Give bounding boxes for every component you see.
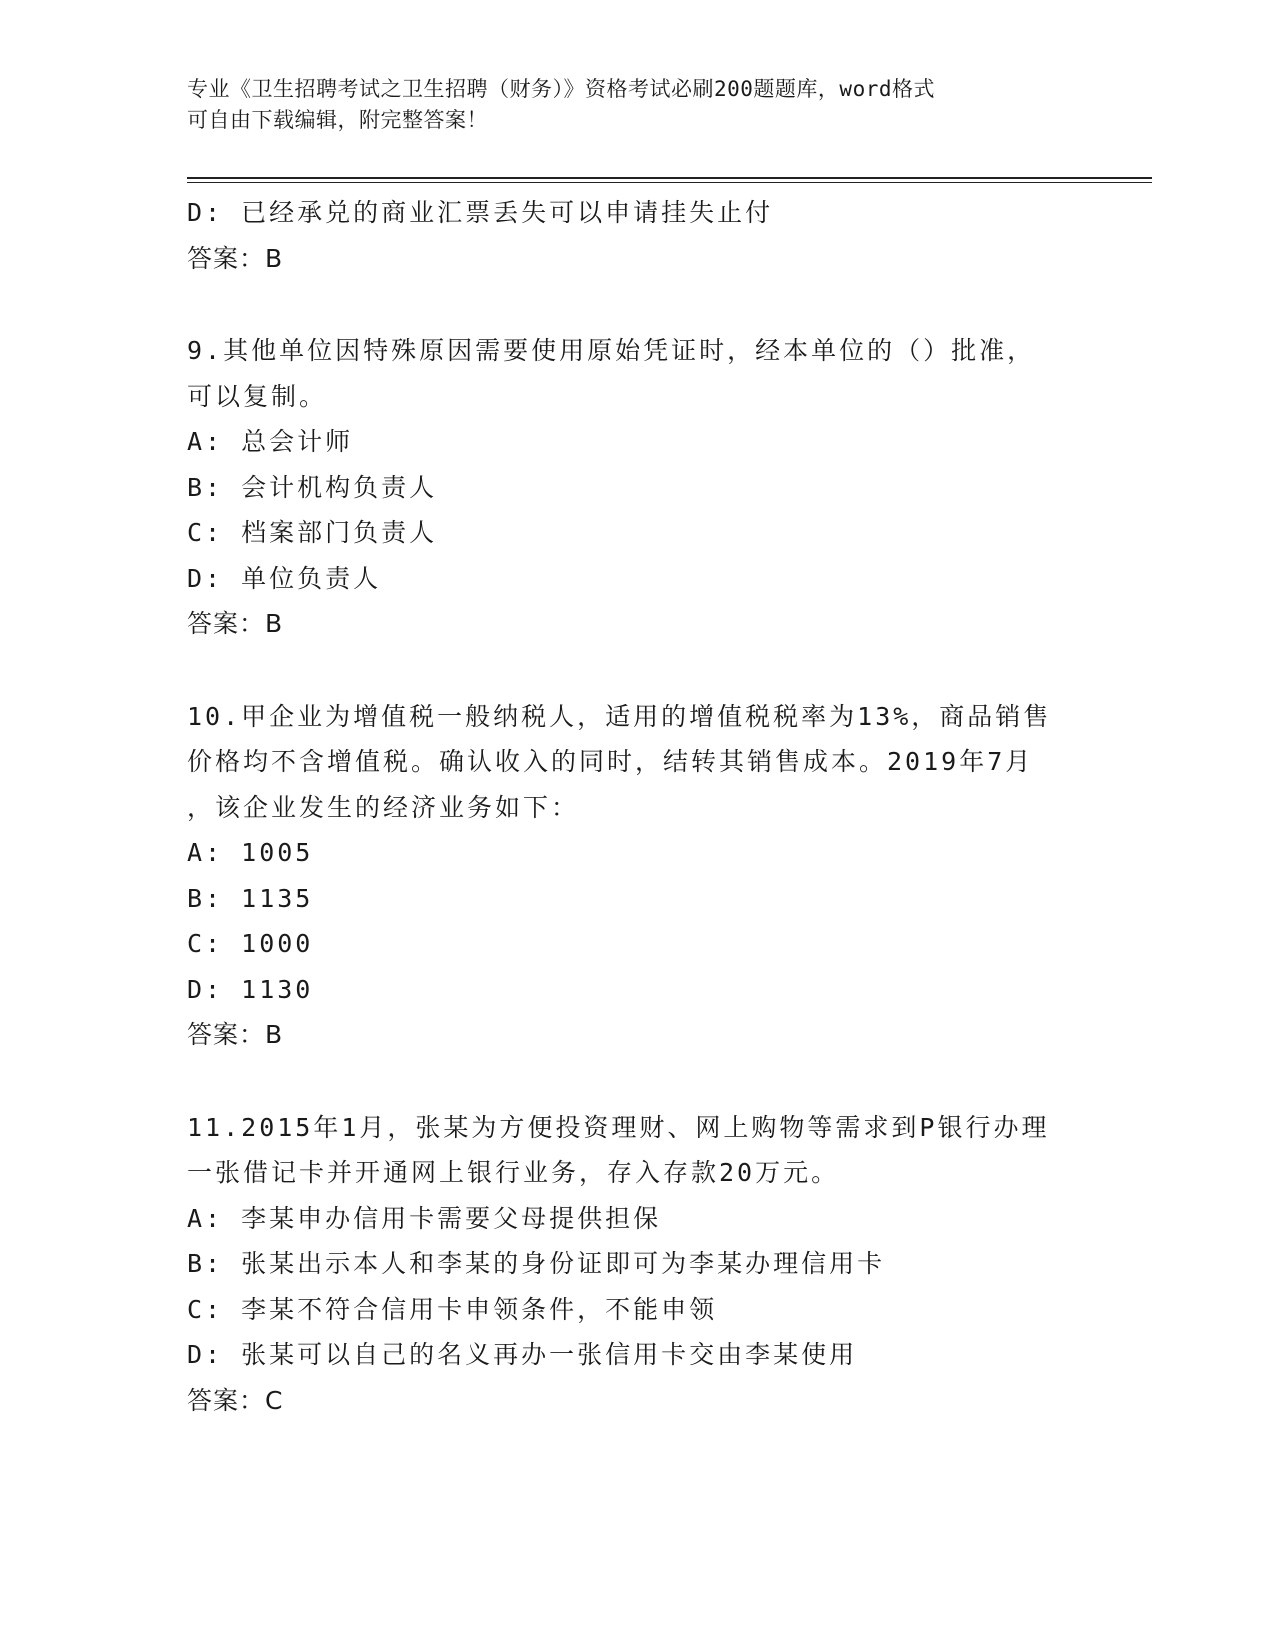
- option-d: D: 单位负责人: [187, 563, 382, 593]
- header-line-2: 可自由下载编辑，附完整答案！: [187, 108, 488, 132]
- option-b: B: 张某出示本人和李某的身份证即可为李某办理信用卡: [187, 1249, 886, 1278]
- question-list: [187, 190, 1087, 1423]
- option-d: D: 已经承兑的商业汇票丢失可以申请挂失止付: [187, 198, 774, 227]
- question-9: [187, 328, 1087, 647]
- question-text-line: 11.2015年1月，张某为方便投资理财、网上购物等需求到P银行办理: [187, 1112, 1050, 1142]
- question-10: [187, 694, 1087, 1058]
- question-text-line: ，该企业发生的经济业务如下：: [187, 792, 580, 822]
- option-b: B: 会计机构负责人: [187, 472, 438, 502]
- option-a: A: 1005: [187, 838, 314, 867]
- option-c: C: 1000: [187, 929, 314, 958]
- header-divider-thin: [187, 182, 1152, 183]
- question-text-line: 价格均不含增值税。确认收入的同时，结转其销售成本。2019年7月: [187, 747, 1034, 776]
- question-11: [187, 1105, 1087, 1424]
- answer: 答案：C: [187, 1385, 284, 1415]
- question-text-line: 一张借记卡并开通网上银行业务，存入存款20万元。: [187, 1158, 840, 1187]
- answer: 答案：B: [187, 243, 284, 273]
- option-a: A: 总会计师: [187, 427, 354, 456]
- option-c: C: 李某不符合信用卡申领条件，不能申领: [187, 1294, 718, 1324]
- answer: 答案：B: [187, 609, 284, 638]
- question-text-line: 10.甲企业为增值税一般纳税人，适用的增值税税率为13%，商品销售: [187, 701, 1052, 731]
- option-a: A: 李某申办信用卡需要父母提供担保: [187, 1203, 662, 1233]
- option-c: C: 档案部门负责人: [187, 518, 438, 547]
- option-d: D: 张某可以自己的名义再办一张信用卡交由李某使用: [187, 1340, 858, 1369]
- question-8-tail: [187, 190, 1087, 281]
- option-d: D: 1130: [187, 974, 314, 1004]
- option-b: B: 1135: [187, 883, 314, 913]
- answer: 答案：B: [187, 1020, 284, 1049]
- header-divider-thick: [187, 177, 1152, 179]
- question-text-line: 可以复制。: [187, 381, 328, 411]
- document-header: [187, 74, 1067, 136]
- question-text-line: 9.其他单位因特殊原因需要使用原始凭证时，经本单位的（）批准，: [187, 336, 1036, 365]
- header-line-1: 专业《卫生招聘考试之卫生招聘（财务）》资格考试必刷200题题库，word格式: [187, 77, 935, 101]
